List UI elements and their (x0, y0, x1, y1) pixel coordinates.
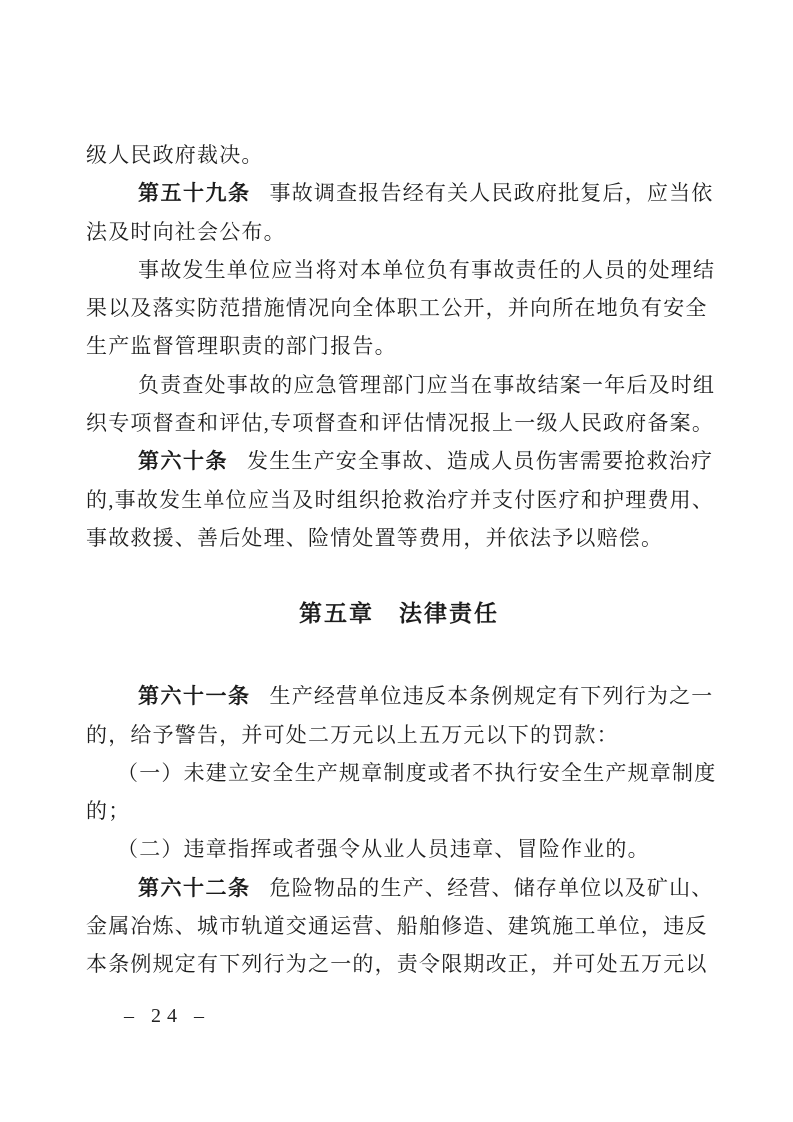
line-text: 的； (86, 799, 131, 824)
article-number: 第五十九条 (138, 182, 251, 206)
line-text: 事故救援、善后处理、险情处置等费用，并依法予以赔偿。 (86, 525, 664, 550)
line-text: 金属冶炼、城市轨道交通运营、船舶修造、建筑施工单位，违反 (86, 914, 708, 939)
paragraph-line (86, 174, 712, 212)
paragraph-line (86, 136, 712, 174)
document-body (86, 136, 717, 984)
line-text: 级人民政府裁决。 (86, 143, 264, 167)
paragraph-line (86, 677, 712, 715)
paragraph-line (86, 945, 712, 983)
line-text: 发生生产安全事故、造成人员伤害需要抢救治疗 (247, 449, 714, 474)
line-text: 法及时向社会公布。 (86, 219, 286, 244)
paragraph-line (86, 481, 715, 519)
paragraph-line (86, 869, 712, 907)
line-text: 果以及落实防范措施情况向全体职工公开，并向所在地负有安全 (86, 296, 708, 321)
paragraph-line (86, 442, 712, 480)
line-text: 生产经营单位违反本条例规定有下列行为之一 (269, 684, 714, 709)
line-text: （二）违章指挥或者强令从业人员违章、冒险作业的。 (117, 837, 650, 862)
paragraph-line (86, 716, 712, 754)
article-number: 第六十一条 (138, 685, 251, 709)
paragraph-line (86, 519, 712, 557)
list-item-line (86, 830, 712, 868)
line-text: （一）未建立安全生产规章制度或者不执行安全生产规章制度 (117, 760, 717, 785)
line-text: 负责查处事故的应急管理部门应当在事故结案一年后及时组 (138, 372, 716, 397)
paragraph-line (86, 404, 715, 442)
paragraph-line (86, 327, 712, 365)
list-item-line (86, 754, 717, 792)
page-number: – 24 – (124, 1005, 210, 1027)
article-number: 第六十二条 (138, 876, 251, 900)
line-text: 事故调查报告经有关人民政府批复后，应当依 (269, 181, 714, 206)
line-text: 织专项督查和评估,专项督查和评估情况报上一级人民政府备案。 (86, 411, 715, 436)
chapter-heading: 第五章 法律责任 (299, 600, 499, 627)
line-text: 的，给予警告，并可处二万元以上五万元以下的罚款： (86, 722, 619, 747)
line-text: 的,事故发生单位应当及时组织抢救治疗并支付医疗和护理费用、 (86, 487, 715, 512)
line-text: 危险物品的生产、经营、储存单位以及矿山、 (269, 875, 714, 900)
article-number: 第六十条 (138, 450, 228, 474)
line-text: 生产监督管理职责的部门报告。 (86, 334, 397, 359)
paragraph-line (86, 213, 712, 251)
line-text: 本条例规定有下列行为之一的，责令限期改正，并可处五万元以 (86, 952, 708, 977)
line-text: 事故发生单位应当将对本单位负有事故责任的人员的处理结 (138, 257, 716, 282)
paragraph-line (86, 289, 712, 327)
paragraph-line (86, 907, 712, 945)
paragraph-line (86, 792, 712, 830)
paragraph-line (86, 251, 716, 289)
paragraph-line (86, 366, 716, 404)
